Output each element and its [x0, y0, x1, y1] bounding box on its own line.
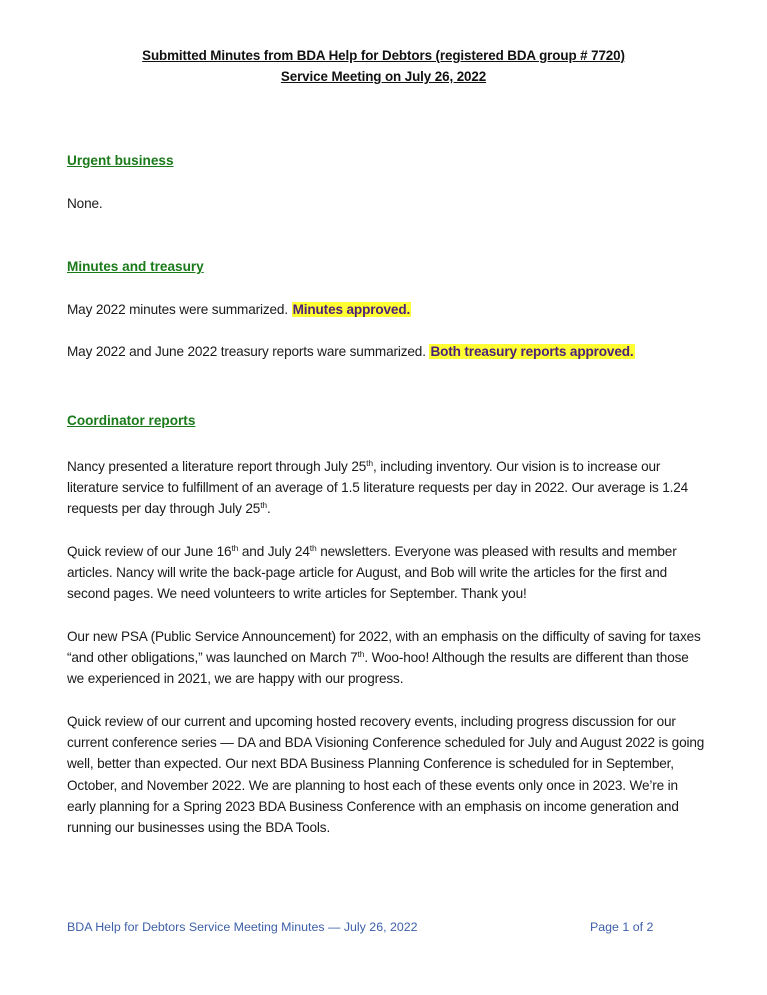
treasury-text: May 2022 and June 2022 treasury reports ware summarized.: [67, 344, 430, 359]
superscript: th: [260, 500, 267, 511]
text-run: , including inventory. Our vision is to increase our literature service to fulfillment of an average of 1.5 literature requests per day in 2022. Our average is 1.24 requests per day through July 25: [67, 459, 689, 517]
text-run: . Woo-hoo! Although the results are different than those we experienced in 2021, we are happy with our progress.: [67, 650, 689, 687]
text-run: Quick review of our June 16: [67, 544, 232, 559]
text-run: Our new PSA (Public Service Announcement) for 2022, with an emphasis on the difficulty of saving for taxes “and other obligations,” was launched on March 7: [67, 629, 701, 666]
heading-urgent-business: Urgent business: [67, 153, 174, 168]
newsletter-paragraph: [67, 541, 707, 605]
psa-paragraph: [67, 626, 707, 690]
minutes-paragraph: [67, 299, 707, 320]
footer-document-title: BDA Help for Debtors Service Meeting Minutes — July 26, 2022: [67, 920, 418, 934]
urgent-business-text: None.: [67, 196, 103, 211]
superscript: th: [309, 543, 317, 553]
heading-coordinator-reports: Coordinator reports: [67, 413, 196, 428]
superscript: th: [357, 649, 365, 660]
literature-report-paragraph: [67, 456, 707, 520]
document-title-line-1: Submitted Minutes from BDA Help for Debtors (registered BDA group # 7720): [142, 48, 625, 63]
superscript: th: [231, 543, 239, 553]
document-title-line-2: Service Meeting on July 26, 2022: [280, 69, 487, 84]
heading-minutes-and-treasury: Minutes and treasury: [67, 259, 204, 274]
treasury-paragraph: [67, 341, 707, 362]
minutes-approved-highlight: Minutes approved.: [292, 302, 411, 317]
text-run: newsletters. Everyone was pleased with results and member articles. Nancy will write the back-page article for August, and Bob will write the articles for the first and second pages. We need volunteers to write articles for September. Thank you!: [67, 544, 677, 602]
minutes-text: May 2022 minutes were summarized.: [67, 302, 292, 317]
text-run: Nancy presented a literature report through July 25: [67, 459, 367, 474]
text-run: and July 24: [238, 544, 310, 559]
text-run: .: [266, 501, 271, 517]
events-paragraph: Quick review of our current and upcoming hosted recovery events, including progress discussion for our current conference series — DA and BDA Visioning Conference scheduled for July and August 2022 is going well, better than expected. Our next BDA Business Planning Conference is scheduled for in September, October, and November 2022. We are planning to host each of these events only once in 2023. We’re in early planning for a Spring 2023 BDA Business Conference with an emphasis on income generation and running our businesses using the BDA Tools.: [67, 714, 705, 836]
superscript: th: [366, 458, 373, 468]
footer-page-number: Page 1 of 2: [590, 920, 654, 934]
treasury-approved-highlight: Both treasury reports approved.: [430, 344, 634, 359]
